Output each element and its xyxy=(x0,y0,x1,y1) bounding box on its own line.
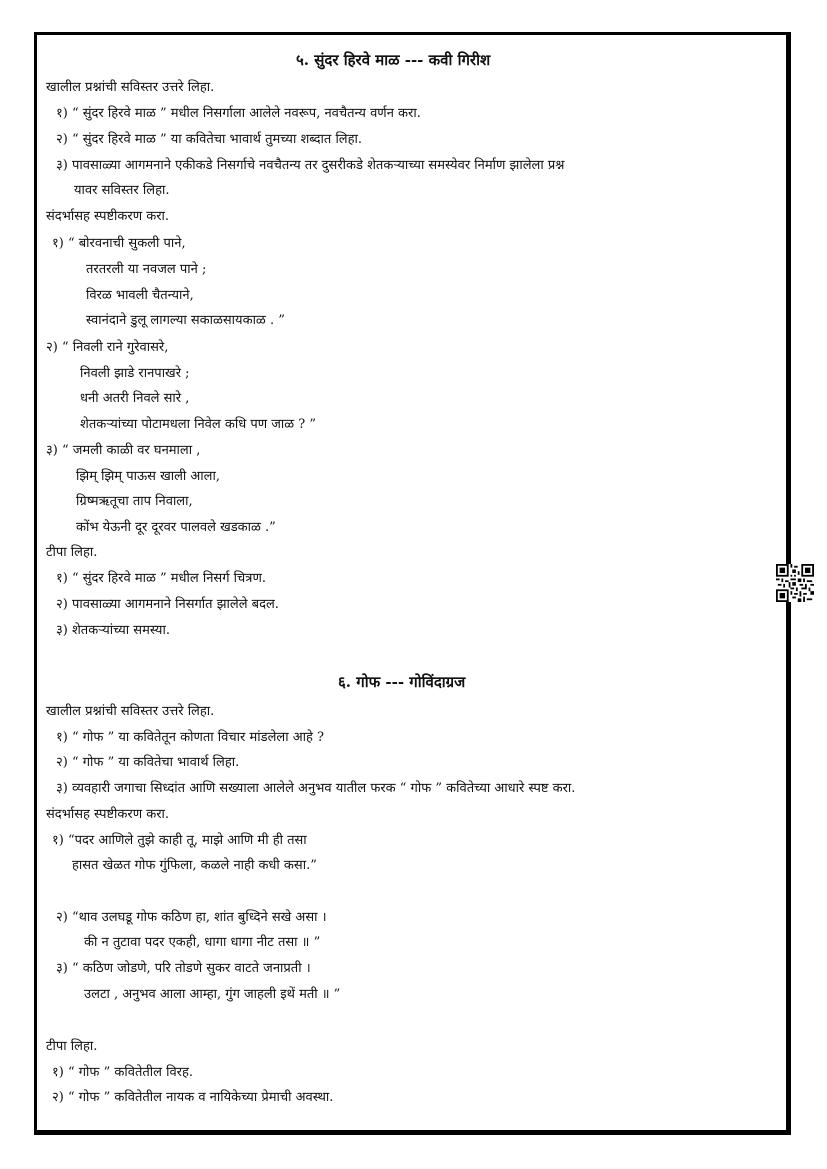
section-6-title: ६. गोफ --- गोविंदाग्रज xyxy=(338,673,466,691)
s6-ref2-line: की न तुटावा पदर एकही, धागा धागा नीट तसा ॥ ” xyxy=(84,935,321,950)
s5-ref1-line: तरतरली या नवजल पाने ; xyxy=(86,262,207,277)
s5-ref3-line: ग्रिष्मऋतूचा ताप निवाला, xyxy=(76,494,193,509)
section-5-title: ५. सुंदर हिरवे माळ --- कवी गिरीश xyxy=(296,51,491,69)
s5-ref1-line: विरळ भावली चैतन्याने, xyxy=(86,288,194,303)
s6-long-q2: २) “ गोफ ” या कवितेचा भावार्थ लिहा. xyxy=(56,755,240,770)
s5-ref1-line: १) “ बोरवनाची सुकली पाने, xyxy=(52,236,186,251)
s5-long-q3-cont: यावर सविस्तर लिहा. xyxy=(74,183,170,198)
s5-ref2-line: धनी अतरी निवले सारे , xyxy=(80,391,190,406)
qr-code-icon xyxy=(776,564,814,602)
s6-long-q1: १) “ गोफ ” या कवितेतून कोणता विचार मांडलेला आहे ? xyxy=(56,730,324,745)
s5-long-q2: २) “ सुंदर हिरवे माळ ” या कवितेचा भावार्थ तुमच्या शब्दात लिहा. xyxy=(56,132,363,147)
s6-ref1-line: १) “पदर आणिले तुझे काही तू, माझे आणि मी ही तसा xyxy=(52,833,307,848)
s5-note2: २) पावसाळ्या आगमनाने निसर्गात झालेले बदल. xyxy=(56,597,279,612)
s5-notes-heading: टीपा लिहा. xyxy=(46,545,98,560)
s6-ref-heading: संदर्भासह स्पष्टीकरण करा. xyxy=(46,807,170,822)
s5-note3: ३) शेतकऱ्यांच्या समस्या. xyxy=(56,623,170,638)
s5-ref1-line: स्वानंदाने डुलू लागल्या सकाळसायकाळ . ” xyxy=(86,313,285,328)
s6-notes-heading: टीपा लिहा. xyxy=(46,1039,98,1054)
s6-long-q3: ३) व्यवहारी जगाचा सिध्दांत आणि सख्याला आलेले अनुभव यातील फरक “ गोफ ” कवितेच्या आधारे स्पष्ट करा. xyxy=(56,781,576,796)
s6-ref2-line: २) “थाव उलघडू गोफ कठिण हा, शांत बुध्दिने सखे असा । xyxy=(56,910,327,925)
s5-ref-heading: संदर्भासह स्पष्टीकरण करा. xyxy=(46,209,170,224)
s5-ref3-line: कोंभ येऊनी दूर दूरवर पालवले खडकाळ .” xyxy=(76,520,276,535)
s5-ref2-line: निवली झाडे रानपाखरे ; xyxy=(80,366,190,381)
s5-long-q3: ३) पावसाळ्या आगमनाने एकीकडे निसर्गाचे नवचैतन्य तर दुसरीकडे शेतकऱ्याच्या समस्येवर निर्माण झालेला प्रश्न xyxy=(56,158,565,173)
s6-note2: २) “ गोफ ” कवितेतील नायक व नायिकेच्या प्रेमाची अवस्था. xyxy=(52,1090,334,1105)
s6-ref1-line: हासत खेळत गोफ गुंफिला, कळले नाही कधी कसा.” xyxy=(72,858,317,873)
s6-long-heading: खालील प्रश्नांची सविस्तर उत्तरे लिहा. xyxy=(46,704,215,719)
s6-ref3-line: उलटा , अनुभव आला आम्हा, गुंग जाहली इथें मती ॥ ” xyxy=(84,987,341,1002)
s5-ref2-line: २) “ निवली राने गुरेवासरे, xyxy=(46,340,169,355)
s5-long-heading: खालील प्रश्नांची सविस्तर उत्तरे लिहा. xyxy=(46,80,215,95)
s6-note1: १) “ गोफ ” कवितेतील विरह. xyxy=(52,1065,194,1080)
s5-note1: १) “ सुंदर हिरवे माळ ” मधील निसर्ग चित्रण. xyxy=(56,571,266,586)
s5-ref3-line: ३) “ जमली काळी वर घनमाला , xyxy=(46,443,201,458)
s5-ref2-line: शेतकऱ्यांच्या पोटामधला निवेल कधि पण जाळ ? ” xyxy=(80,417,317,432)
s5-ref3-line: झिम् झिम् पाऊस खाली आला, xyxy=(76,469,220,484)
s6-ref3-line: ३) “ कठिण जोडणे, परि तोडणे सुकर वाटते जनाप्रती । xyxy=(56,961,311,976)
s5-long-q1: १) “ सुंदर हिरवे माळ ” मधील निसर्गाला आलेले नवरूप, नवचैतन्य वर्णन करा. xyxy=(56,106,421,121)
